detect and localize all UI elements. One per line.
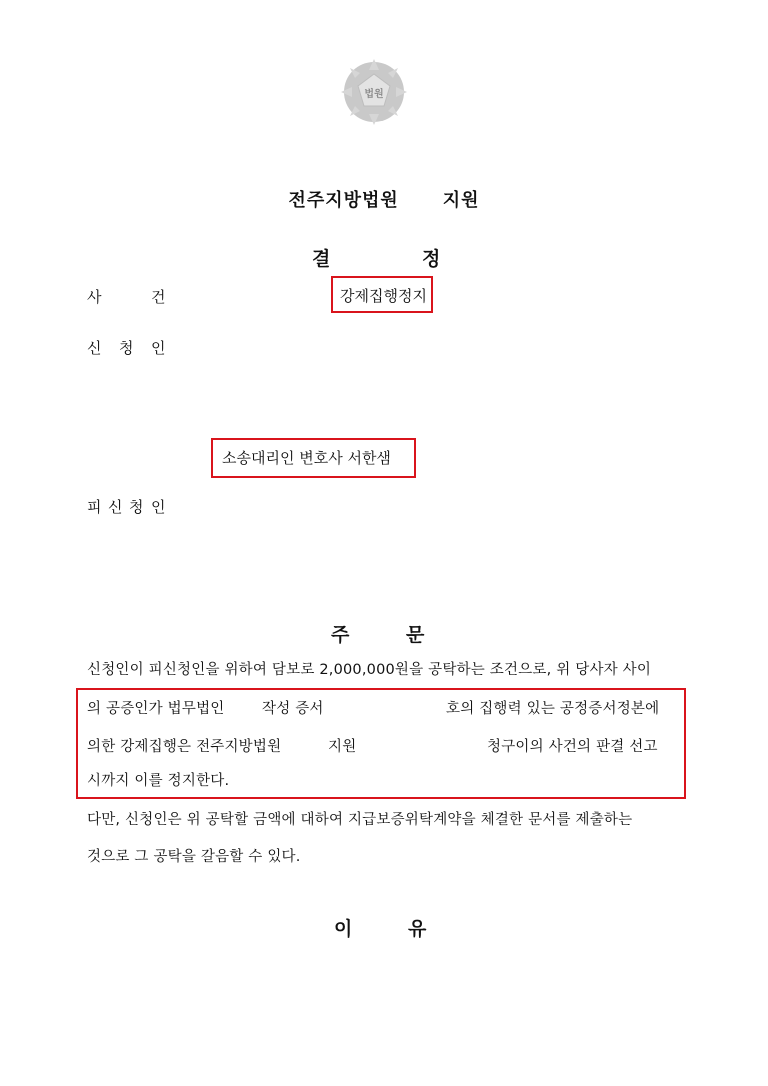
applicant-label-char-1: 신 bbox=[87, 339, 102, 357]
doc-type-char-1: 결 bbox=[312, 248, 331, 270]
order-line-4: 시까지 이를 정지한다. bbox=[87, 773, 230, 789]
doc-type-char-2: 정 bbox=[422, 248, 441, 270]
order-line-3b: 지원 bbox=[328, 739, 357, 755]
order-line-3c: 청구이의 사건의 판결 선고 bbox=[487, 739, 658, 755]
applicant-label-char-2: 청 bbox=[119, 339, 134, 357]
order-line-2a: 의 공증인가 법무법인 bbox=[87, 701, 225, 717]
respondent-label-char-2: 신 bbox=[108, 498, 123, 516]
order-heading-char-1: 주 bbox=[331, 624, 350, 646]
order-line-6: 것으로 그 공탁을 갈음할 수 있다. bbox=[87, 849, 301, 865]
order-line-1: 신청인이 피신청인을 위하여 담보로 2,000,000원을 공탁하는 조건으로, 위 당사자 사이 bbox=[87, 662, 652, 678]
court-branch: 지원 bbox=[442, 190, 480, 211]
court-name: 전주지방법원 bbox=[288, 190, 399, 211]
order-line-3a: 의한 강제집행은 전주지방법원 bbox=[87, 739, 282, 755]
court-title bbox=[0, 186, 768, 212]
respondent-label-char-1: 피 bbox=[87, 498, 102, 516]
reason-heading-char-2: 유 bbox=[408, 918, 427, 940]
seal-text: 법원 bbox=[364, 89, 384, 100]
reason-heading-char-1: 이 bbox=[334, 918, 353, 940]
respondent-label-char-3: 청 bbox=[129, 498, 144, 516]
order-line-5: 다만, 신청인은 위 공탁할 금액에 대하여 지급보증위탁계약을 체결한 문서를 제출하는 bbox=[87, 812, 633, 828]
order-line-2c: 호의 집행력 있는 공정증서정본에 bbox=[446, 701, 660, 717]
applicant-label-char-3: 인 bbox=[151, 339, 166, 357]
applicant-attorney: 소송대리인 변호사 서한샘 bbox=[222, 449, 391, 467]
case-label-char-2: 건 bbox=[151, 288, 166, 306]
order-line-2b: 작성 증서 bbox=[262, 701, 324, 717]
respondent-label-char-4: 인 bbox=[151, 498, 166, 516]
court-seal bbox=[338, 56, 410, 128]
case-value: 강제집행정지 bbox=[340, 287, 427, 305]
case-label-char-1: 사 bbox=[87, 288, 102, 306]
order-heading-char-2: 문 bbox=[406, 624, 425, 646]
